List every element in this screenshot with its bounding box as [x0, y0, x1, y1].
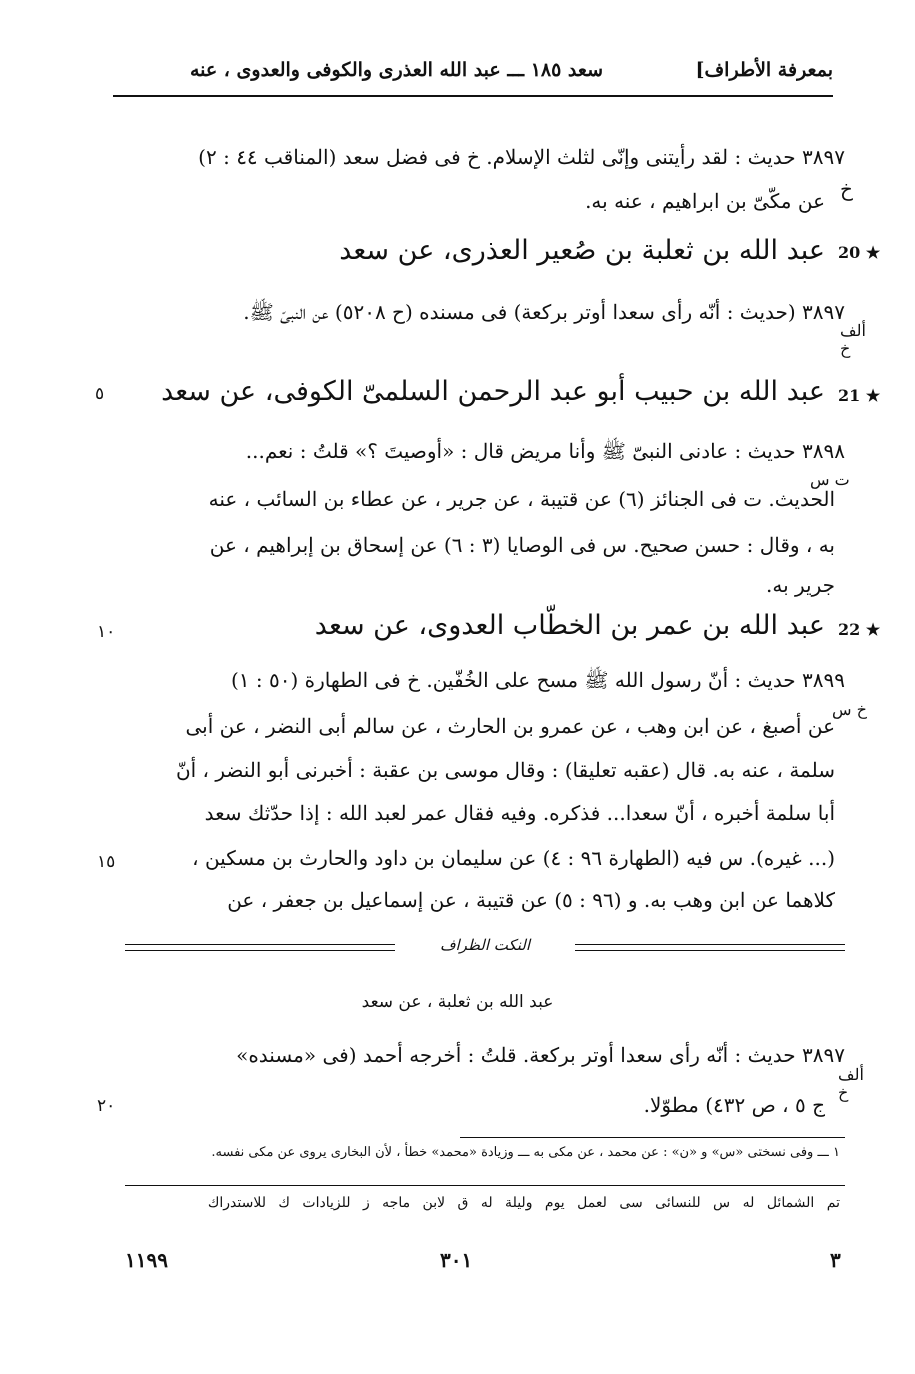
star-icon: ★ [860, 386, 881, 405]
header-rule [113, 95, 833, 97]
entry-3897-sigla: خ [840, 177, 853, 201]
margin-line-15: ١٥ [97, 852, 116, 872]
section-21-title: عبد الله بن حبيب أبو عبد الرحمن السلمىّ الكوفى، عن سعد [161, 376, 825, 407]
margin-line-10: ١٠ [97, 622, 116, 642]
margin-line-5: ٥ [95, 384, 105, 404]
section-21-marker [838, 386, 880, 405]
section-22-title: عبد الله بن عمر بن الخطّاب العدوى، عن سعد [314, 610, 825, 641]
entry-3899-line5: (... غيره). س فيه (الطهارة ٩٦ : ٤) عن سليمان بن داود والحارث بن مسكين ، [192, 846, 835, 870]
entry-3898-line1: ٣٨٩٨ حديث : عادنى النبىّ ﷺ وأنا مريض قال : «أوصيتَ ؟» قلتُ : نعم... [245, 439, 845, 463]
nukat-sigla: ألف خ [838, 1065, 864, 1102]
separator-title: النكت الظراف [439, 936, 531, 954]
entry-3899-line2: عن أصبغ ، عن ابن وهب ، عن عمرو بن الحارث ، عن سالم أبى النضر ، عن أبى [185, 714, 835, 738]
header-title: سعد ١٨٥ ـــ عبد الله العذرى والكوفى والعدوى ، عنه [189, 59, 603, 81]
entry-3897b-sigla: ألف خ [840, 321, 866, 358]
section-22-number: 22 [838, 620, 861, 639]
header-right: بمعرفة الأطراف] [695, 59, 833, 81]
nukat-separator [125, 936, 845, 960]
entry-3898-line4: جرير به. [765, 573, 835, 597]
separator-rule-bottom-right [575, 950, 845, 951]
entry-3897-line2: عن مكّىّ بن ابراهيم ، عنه به. [585, 189, 825, 213]
entry-3897b-line1: ٣٨٩٧ (حديث : أنّه رأى سعدا أوتر بركعة) فى مسنده (ح ٥٢٠٨) عن النبىّ ﷺ. [243, 300, 845, 324]
footnote: ١ ـــ وفى نسختى «س» و «ن» : عن محمد ، عن مكى به ـــ وزيادة «محمد» خطأ ، لأن البخارى يروى عن مكى نفسه. [211, 1145, 840, 1160]
section-22-marker [838, 620, 880, 639]
separator-rule-top-right [575, 944, 845, 945]
footer-global-page: ١١٩٩ [125, 1248, 168, 1272]
entry-3899-line3: سلمة ، عنه به. قال (عقبه تعليقا) : وقال موسى بن عقبة : أخبرنى أبو النضر ، أنّ [175, 758, 835, 782]
entry-3898-sigla: ت س [810, 470, 850, 489]
entry-3897-line1: ٣٨٩٧ حديث : لقد رأيتنى وإنّى لثلث الإسلام. خ فى فضل سعد (المناقب ٤٤ : ٢) [198, 145, 845, 169]
section-20-title: عبد الله بن ثعلبة بن صُعير العذرى، عن سعد [339, 235, 825, 266]
separator-rule-bottom-left [125, 950, 395, 951]
star-icon: ★ [860, 243, 881, 262]
nukat-line2: ج ٥ ، ص ٤٣٢) مطوّلا. [643, 1093, 825, 1117]
margin-line-20: ٢٠ [97, 1096, 116, 1116]
nukat-line1: ٣٨٩٧ حديث : أنّه رأى سعدا أوتر بركعة. قلتُ : أخرجه أحمد (فى «مسنده» [236, 1043, 845, 1067]
footnote-rule [460, 1137, 845, 1138]
separator-rule-top-left [125, 944, 395, 945]
entry-3899-line6: كلاهما عن ابن وهب به. و (٩٦ : ٥) عن قتيبة ، عن إسماعيل بن جعفر ، عن [227, 888, 835, 912]
section-20-marker [838, 243, 880, 262]
nukat-heading: عبد الله بن ثعلبة ، عن سعد [361, 992, 554, 1012]
footer-page-number: ٣٠١ [440, 1248, 473, 1272]
legend-rule [125, 1185, 845, 1186]
section-21-number: 21 [838, 386, 861, 405]
entry-3898-line2: الحديث. ت فى الجنائز (٦) عن قتيبة ، عن جرير ، عن عطاء بن السائب ، عنه [208, 487, 835, 511]
footer-volume: ٣ [830, 1248, 841, 1272]
entry-3899-sigla: خ س [832, 700, 867, 719]
sigla-legend: تم الشمائل له س للنسائى سى لعمل يوم وليلة له ق لابن ماجه ز للزيادات ك للاستدراك [207, 1195, 840, 1211]
entry-3899-line4: أبا سلمة أخبره ، أنّ سعدا... فذكره. وفيه فقال عمر لعبد الله : إذا حدّثك سعد [204, 801, 835, 825]
section-20-number: 20 [838, 243, 861, 262]
entry-3899-line1: ٣٨٩٩ حديث : أنّ رسول الله ﷺ مسح على الخُفّين. خ فى الطهارة (٥٠ : ١) [230, 668, 845, 692]
entry-3898-line3: به ، وقال : حسن صحيح. س فى الوصايا (٣ : ٦) عن إسحاق بن إبراهيم ، عن [209, 533, 835, 557]
running-header [113, 55, 833, 95]
star-icon: ★ [860, 620, 881, 639]
